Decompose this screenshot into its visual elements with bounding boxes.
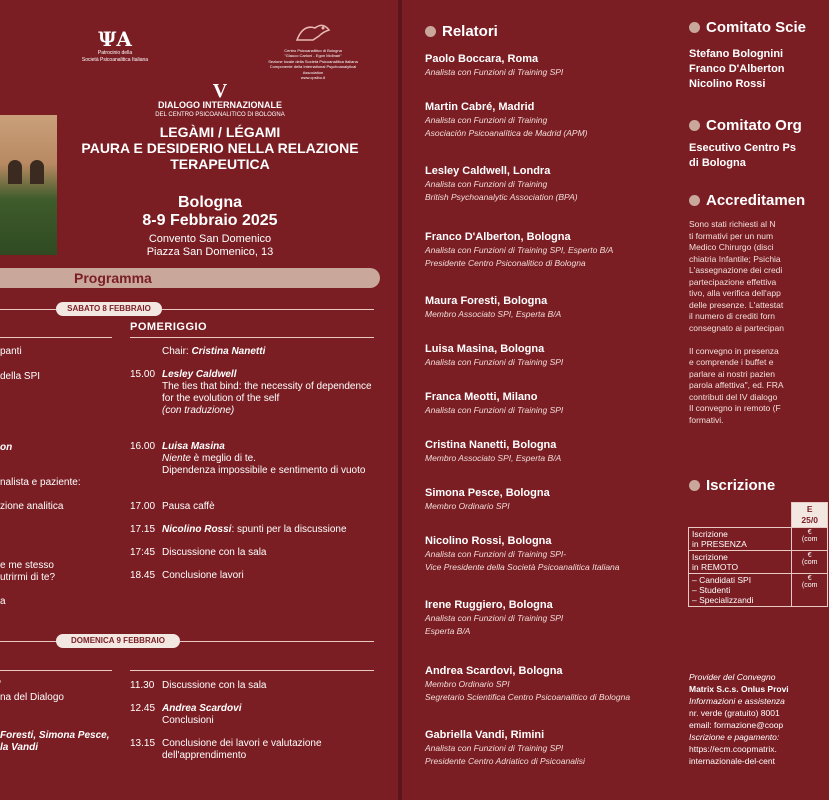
speaker-role: Segretario Scientifica Centro Psicoanalitico di Bologna [425, 692, 631, 702]
payment-label: Iscrizione e pagamento: [689, 732, 780, 742]
speaker-role: Membro Ordinario SPI [425, 679, 510, 689]
table-price: € [807, 575, 812, 582]
speaker-role: Asociación Psicoanalítica de Madrid (APM) [425, 128, 588, 138]
morning-fragment: na del Dialogo [0, 692, 64, 703]
divider [130, 670, 374, 671]
accreditamento-line: chiatria Infantile; Psichia [689, 253, 781, 264]
accreditamento-line [689, 334, 829, 346]
day-pill-sabato: SABATO 8 FEBBRAIO [56, 302, 162, 316]
speaker-entry [425, 342, 685, 369]
photo-arch [8, 160, 22, 184]
divider [0, 309, 56, 310]
speaker-role: Analista con Funzioni di Training SPI, Esperto B/A [425, 245, 614, 255]
accreditamento-text: Accreditamen [706, 192, 806, 209]
speaker-name: Nicolino Rossi, Bologna [425, 535, 552, 547]
day-pill-domenica: DOMENICA 9 FEBBRAIO [56, 634, 180, 648]
accreditamento-line: delle presenze. L'attestat [689, 299, 784, 310]
spi-logo-text-2: Società Psicoanalitica Italiana [81, 57, 149, 63]
schedule-time: 15.00 [130, 369, 156, 380]
table-label: Iscrizione [692, 529, 728, 539]
brochure-cover-panel [0, 0, 398, 800]
morning-fragment [0, 680, 1, 692]
schedule-desc: Discussione con la sala [162, 547, 267, 558]
speaker-entry [425, 664, 685, 704]
table-label: in PRESENZA [692, 539, 747, 549]
email-link[interactable]: email: formazione@coop [689, 720, 784, 730]
speaker-name: Simona Pesce, Bologna [425, 487, 550, 499]
accreditamento-line: Il convegno in presenza [689, 345, 779, 356]
provider-label: Provider del Convegno [689, 672, 776, 682]
accreditamento-line: partecipazione effettiva [689, 276, 777, 287]
speaker-entry [425, 100, 685, 140]
table-row [689, 574, 828, 607]
pomeriggio-heading: POMERIGGIO [130, 321, 208, 333]
speaker-name: Martin Cabré, Madrid [425, 101, 535, 113]
accreditamento-line: Il convegno in remoto (F [689, 403, 781, 413]
speaker-role: Analista con Funzioni di Training SPI [425, 405, 564, 415]
committee-member: Franco D'Alberton [689, 63, 785, 75]
bullet-dot-icon [689, 120, 700, 131]
speaker-role: British Psychoanalytic Association (BPA) [425, 192, 578, 202]
morning-fragment: zione analitica [0, 501, 64, 512]
committee-member: di Bologna [689, 157, 746, 169]
divider [0, 641, 56, 642]
table-row [689, 528, 828, 551]
morning-fragment: la Vandi [0, 742, 38, 753]
cpb-text-1: Centro Psicoanalitico di Bologna [284, 47, 342, 53]
morning-fragment: on [0, 442, 13, 453]
speaker-role: Analista con Funzioni di Training SPI [425, 743, 564, 753]
spi-logo-mark: ΨΑ [98, 27, 132, 51]
accreditamento-line: consegnato ai partecipan [689, 322, 784, 333]
iscrizione-text: Iscrizione [706, 477, 776, 494]
talk-title: Conclusioni [162, 715, 214, 726]
speaker-name: Gabriella Vandi, Rimini [425, 729, 545, 741]
accreditamento-line: parola affettiva", ed. FRA [689, 380, 784, 390]
accreditamento-line: tivo, alla verifica dell'app [689, 288, 781, 298]
speaker-name: Andrea Scardovi [162, 703, 242, 714]
translation-note: (con traduzione) [162, 405, 235, 416]
bullet-dot-icon [689, 480, 700, 491]
speaker-entry [425, 164, 685, 204]
divider [180, 641, 374, 642]
schedule-desc: Discussione con la sala [162, 680, 267, 691]
morning-fragment: a [0, 596, 6, 607]
event-title-line-1: LEGÀMI / LÉGAMI [159, 124, 281, 140]
dialogo-subtitle: DEL CENTRO PSICOANALITICO DI BOLOGNA [155, 112, 285, 118]
accreditamento-line: contributi del IV dialogo [689, 391, 778, 402]
speaker-name: Luisa Masina [162, 441, 225, 452]
divider [0, 337, 112, 338]
table-label-cell [689, 528, 792, 551]
bullet-dot-icon [689, 22, 700, 33]
speaker-role: Presidente Centro Psiconalitico di Bologna [425, 258, 586, 268]
spi-logo [70, 28, 160, 64]
talk-title-1: è meglio di te. [190, 453, 256, 464]
speaker-name: Paolo Boccara, Roma [425, 53, 539, 65]
table-price: € [807, 529, 812, 536]
table-row [689, 551, 828, 574]
accreditamento-line: L'assegnazione dei credi [689, 265, 783, 275]
provider-name: Matrix S.c.s. Onlus Provi [689, 684, 789, 694]
event-location-dates [110, 194, 310, 230]
speaker-entry [425, 728, 685, 768]
talk-title-1: The ties that bind: the necessity of dependence [162, 381, 372, 392]
talk-title: : spunti per la discussione [231, 524, 347, 535]
speaker-entry [425, 52, 685, 79]
schedule-time: 17.00 [130, 501, 156, 512]
event-title-line-2: PAURA E DESIDERIO NELLA RELAZIONE [81, 140, 359, 156]
speaker-entry [425, 390, 685, 417]
schedule-item [130, 369, 380, 429]
speaker-name: Irene Ruggiero, Bologna [425, 599, 553, 611]
comitato-sci-text: Comitato Scie [706, 19, 807, 36]
accreditamento-line: formativi. [689, 414, 724, 425]
event-title-line-3: TERAPEUTICA [170, 156, 270, 172]
talk-title-italic: Niente [162, 453, 191, 464]
cpb-logo [268, 20, 358, 81]
schedule-desc: Pausa caffè [162, 501, 215, 512]
accreditamento-line: Sono stati richiesti al N [689, 219, 776, 229]
chair-name: Cristina Nanetti [191, 346, 266, 357]
table-label: Iscrizione [692, 552, 728, 562]
provider-block [689, 671, 789, 767]
accreditamento-line: parlare ai nostri pazien [689, 368, 775, 379]
event-venue [110, 233, 310, 259]
cpb-text-2: "Glauco Carloni - Egon Molinari" [284, 53, 342, 58]
accreditamento-line: Medico Chirurgo (disci [689, 242, 774, 252]
speaker-role: Membro Ordinario SPI [425, 501, 510, 511]
talk-title-2: for the evolution of the self [162, 393, 280, 404]
speaker-role: Presidente Centro Adriatico di Psicoanalisi [425, 756, 585, 766]
schedule-item [130, 703, 380, 729]
comitato-scientifico-heading [689, 19, 806, 36]
info-label: Informazioni e assistenza [689, 696, 785, 706]
registration-url-cont[interactable]: internazionale-del-cent [689, 756, 775, 766]
cpb-text-3: Sezione locale della Società Psicoanalitica Italiana [268, 58, 358, 64]
schedule-desc [162, 369, 372, 417]
schedule-desc: Conclusione dei lavori e valutazione dell'apprendimento [162, 738, 322, 761]
info-panel [670, 0, 818, 800]
speaker-name: Luisa Masina, Bologna [425, 343, 545, 355]
comitato-sci-names [689, 47, 785, 92]
schedule-time: 12.45 [130, 703, 156, 714]
cloister-photo [0, 115, 57, 255]
phone-line: nr. verde (gratuito) 8001 [689, 708, 780, 718]
dialogo-title: DIALOGO INTERNAZIONALE [158, 100, 282, 110]
schedule-time: 13.15 [130, 738, 156, 749]
edition-numeral: V [212, 80, 228, 102]
speaker-role: Membro Associato SPI, Esperta B/A [425, 309, 562, 319]
table-header-row [689, 503, 828, 528]
schedule-time: 18.45 [130, 570, 156, 581]
table-price: € [807, 552, 812, 559]
programma-label: Programma [74, 270, 152, 286]
chair-prefix: Chair: [162, 346, 192, 357]
bullet-dot-icon [689, 195, 700, 206]
divider [130, 337, 374, 338]
event-city: Bologna [178, 194, 242, 211]
speaker-name: Franca Meotti, Milano [425, 391, 538, 403]
speaker-name: Andrea Scardovi, Bologna [425, 665, 563, 677]
table-label: – Specializzandi [692, 595, 754, 605]
speaker-role: Membro Associato SPI, Esperta B/A [425, 453, 562, 463]
table-price-cell [792, 528, 828, 551]
table-label: in REMOTO [692, 562, 739, 572]
table-header-line: E [806, 504, 813, 514]
committee-member: Esecutivo Centro Ps [689, 142, 796, 154]
table-header-cell [792, 503, 828, 528]
schedule-desc [162, 703, 372, 727]
speaker-role: Analista con Funzioni di Training SPI [425, 613, 564, 623]
speaker-entry [425, 486, 685, 513]
comitato-org-names [689, 141, 796, 171]
speaker-role: Vice Presidente della Società Psicoanalitica Italiana [425, 562, 620, 572]
speaker-entry [425, 534, 685, 574]
schedule-desc: Conclusione lavori [162, 570, 244, 581]
event-title [60, 124, 380, 172]
iscrizione-heading [689, 477, 775, 494]
speaker-entry [425, 230, 685, 270]
spi-logo-text-1: Patrocinio della [97, 50, 133, 56]
speaker-role: Esperta B/A [425, 626, 471, 636]
schedule-time: 17:45 [130, 547, 156, 558]
talk-title-2: Dipendenza impossibile e sentimento di vuoto [162, 465, 366, 476]
table-label-cell [689, 551, 792, 574]
comitato-organizzativo-heading [689, 117, 802, 134]
programma-bar [0, 268, 380, 288]
schedule-time: 11.30 [130, 680, 155, 691]
speaker-role: Analista con Funzioni di Training [425, 179, 548, 189]
venue-name: Convento San Domenico [148, 233, 272, 245]
morning-fragment: della SPI [0, 371, 41, 382]
cpb-text-4: Componente della International Psychoanalytical Association [269, 64, 357, 75]
committee-member: Stefano Bolognini [689, 48, 784, 60]
divider [0, 670, 112, 671]
speaker-entry [425, 598, 685, 638]
relatori-panel [402, 0, 670, 800]
relatori-heading-text: Relatori [442, 23, 498, 40]
speaker-role: Analista con Funzioni di Training SPI- [425, 549, 567, 559]
morning-fragment: utrirmi di te? [0, 572, 56, 583]
morning-fragment: panti [0, 346, 22, 357]
table-price-cell [792, 574, 828, 607]
relatori-heading [425, 23, 498, 40]
table-label: – Candidati SPI [692, 575, 752, 585]
horse-logo-icon [293, 20, 333, 44]
schedule-desc [162, 524, 372, 536]
table-price-note: (com [801, 536, 818, 543]
speaker-name: Nicolino Rossi [162, 524, 232, 535]
table-price-cell [792, 551, 828, 574]
speaker-entry [425, 294, 685, 321]
table-header-line: 25/0 [801, 515, 818, 525]
comitato-org-text: Comitato Org [706, 117, 802, 134]
table-price-note: (com [801, 582, 818, 589]
accreditamento-body [689, 219, 829, 426]
accreditamento-line: ti formativi per un num [689, 230, 774, 241]
venue-address: Piazza San Domenico, 13 [146, 246, 274, 258]
accreditamento-line: il numero di crediti forn [689, 311, 775, 321]
speaker-name: Cristina Nanetti, Bologna [425, 439, 557, 451]
event-dates: 8-9 Febbraio 2025 [142, 212, 278, 229]
committee-member: Nicolino Rossi [689, 78, 766, 90]
speaker-name: Franco D'Alberton, Bologna [425, 231, 571, 243]
schedule-time: 17.15 [130, 524, 156, 535]
speaker-name: Lesley Caldwell, Londra [425, 165, 551, 177]
speaker-role: Analista con Funzioni di Training SPI [425, 67, 564, 77]
speaker-role: Analista con Funzioni di Training [425, 115, 548, 125]
table-label-cell [689, 574, 792, 607]
morning-fragment: nalista e paziente: [0, 477, 81, 488]
speaker-role: Analista con Funzioni di Training SPI [425, 357, 564, 367]
speaker-name: Lesley Caldwell [162, 369, 237, 380]
registration-url[interactable]: https://ecm.coopmatrix. [689, 744, 777, 754]
morning-fragment: Foresti, Simona Pesce, [0, 730, 110, 741]
iscrizione-table [688, 502, 828, 607]
speaker-entry [425, 438, 685, 465]
photo-arch [30, 160, 44, 184]
bullet-dot-icon [425, 26, 436, 37]
morning-fragment: e me stesso [0, 560, 54, 571]
schedule-time: 16.00 [130, 441, 156, 452]
dialogo-heading [140, 100, 300, 120]
table-label: – Studenti [692, 585, 731, 595]
accreditamento-heading [689, 192, 805, 209]
table-price-note: (com [801, 559, 818, 566]
schedule-desc [162, 441, 372, 477]
speaker-name: Maura Foresti, Bologna [425, 295, 548, 307]
schedule-item [130, 441, 380, 491]
accreditamento-line: e comprende i buffet e [689, 357, 774, 367]
divider [162, 309, 374, 310]
cpb-text-5: www.cpsibo.it [300, 75, 326, 80]
